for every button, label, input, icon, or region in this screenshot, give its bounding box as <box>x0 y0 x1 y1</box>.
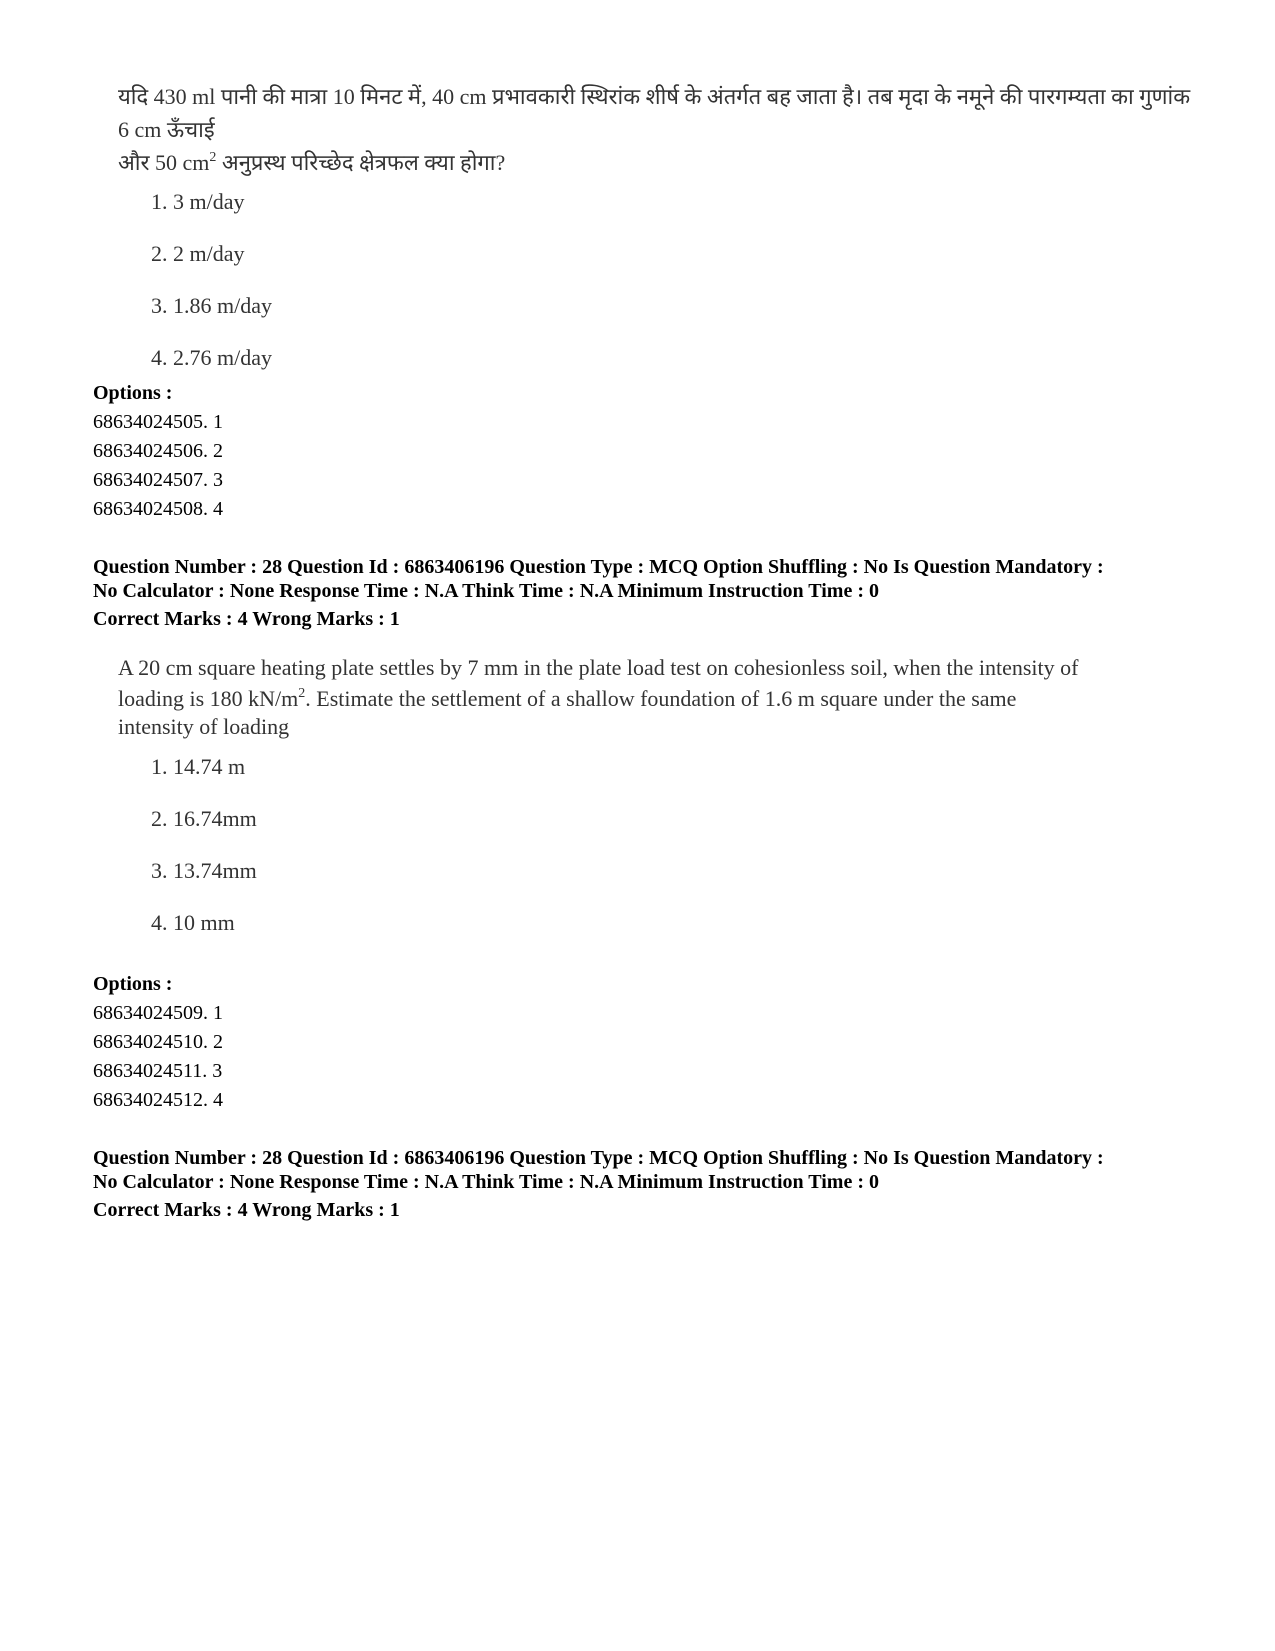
question-27-choice-2: 2. 2 m/day <box>151 241 245 266</box>
question-27-choice-1: 1. 3 m/day <box>151 189 245 214</box>
option-id: 68634024509. 1 <box>93 1002 223 1024</box>
options-header: Options : <box>93 382 173 404</box>
question-28-choice-2: 2. 16.74mm <box>151 806 257 831</box>
question-marks: Correct Marks : 4 Wrong Marks : 1 <box>93 608 400 630</box>
question-28-text-line1: A 20 cm square heating plate settles by 7 mm in the plate load test on cohesionless soil, when the intensity of <box>118 655 1079 680</box>
option-id: 68634024510. 2 <box>93 1031 223 1053</box>
question-27-options <box>93 379 223 524</box>
option-id: 68634024505. 1 <box>93 411 223 433</box>
question-28-text-line3: intensity of loading <box>118 714 290 739</box>
option-id: 68634024511. 3 <box>93 1060 223 1082</box>
question-27-choice-3: 3. 1.86 m/day <box>151 293 272 318</box>
question-marks: Correct Marks : 4 Wrong Marks : 1 <box>93 1199 400 1221</box>
question-28-choice-4: 4. 10 mm <box>151 910 235 935</box>
question-meta-line1: Question Number : 28 Question Id : 6863406196 Question Type : MCQ Option Shuffling : No Is Question Mandatory : <box>93 1147 1104 1169</box>
question-27-choice-4: 4. 2.76 m/day <box>151 345 272 370</box>
question-meta-line2: No Calculator : None Response Time : N.A Think Time : N.A Minimum Instruction Time : 0 <box>93 1171 879 1193</box>
question-28-text-line2: loading is 180 $kN/m^2$. Estimate the settlement of a shallow foundation of 1.6 m square under the same <box>118 686 1017 711</box>
question-27-body <box>118 80 1198 419</box>
question-27-text-line1: यदि 430 ml पानी की मात्रा 10 मिनट में, 40 cm प्रभावकारी स्थिरांक शीर्ष के अंतर्गत बह जाता है। तब मृदा के नमूने की पारगम्यता का गुणांक 6 cm ऊँचाई <box>118 84 1191 142</box>
question-meta-line1: Question Number : 28 Question Id : 6863406196 Question Type : MCQ Option Shuffling : No Is Question Mandatory : <box>93 556 1104 578</box>
option-id: 68634024508. 4 <box>93 498 223 520</box>
option-id: 68634024507. 3 <box>93 469 223 491</box>
options-header: Options : <box>93 973 173 995</box>
question-27-text-line2: और 50 $cm^2$ अनुप्रस्थ परिच्छेद क्षेत्रफल क्या होगा? <box>118 150 506 175</box>
question-28b-meta <box>93 1146 1193 1222</box>
option-id: 68634024506. 2 <box>93 440 223 462</box>
question-28-choice-3: 3. 13.74mm <box>151 858 257 883</box>
question-28-meta <box>93 555 1193 631</box>
question-28-options <box>93 970 223 1115</box>
question-28-choice-1: 1. 14.74 m <box>151 754 246 779</box>
option-id: 68634024512. 4 <box>93 1089 223 1111</box>
question-meta-line2: No Calculator : None Response Time : N.A Think Time : N.A Minimum Instruction Time : 0 <box>93 580 879 602</box>
question-28-body <box>118 652 1198 980</box>
